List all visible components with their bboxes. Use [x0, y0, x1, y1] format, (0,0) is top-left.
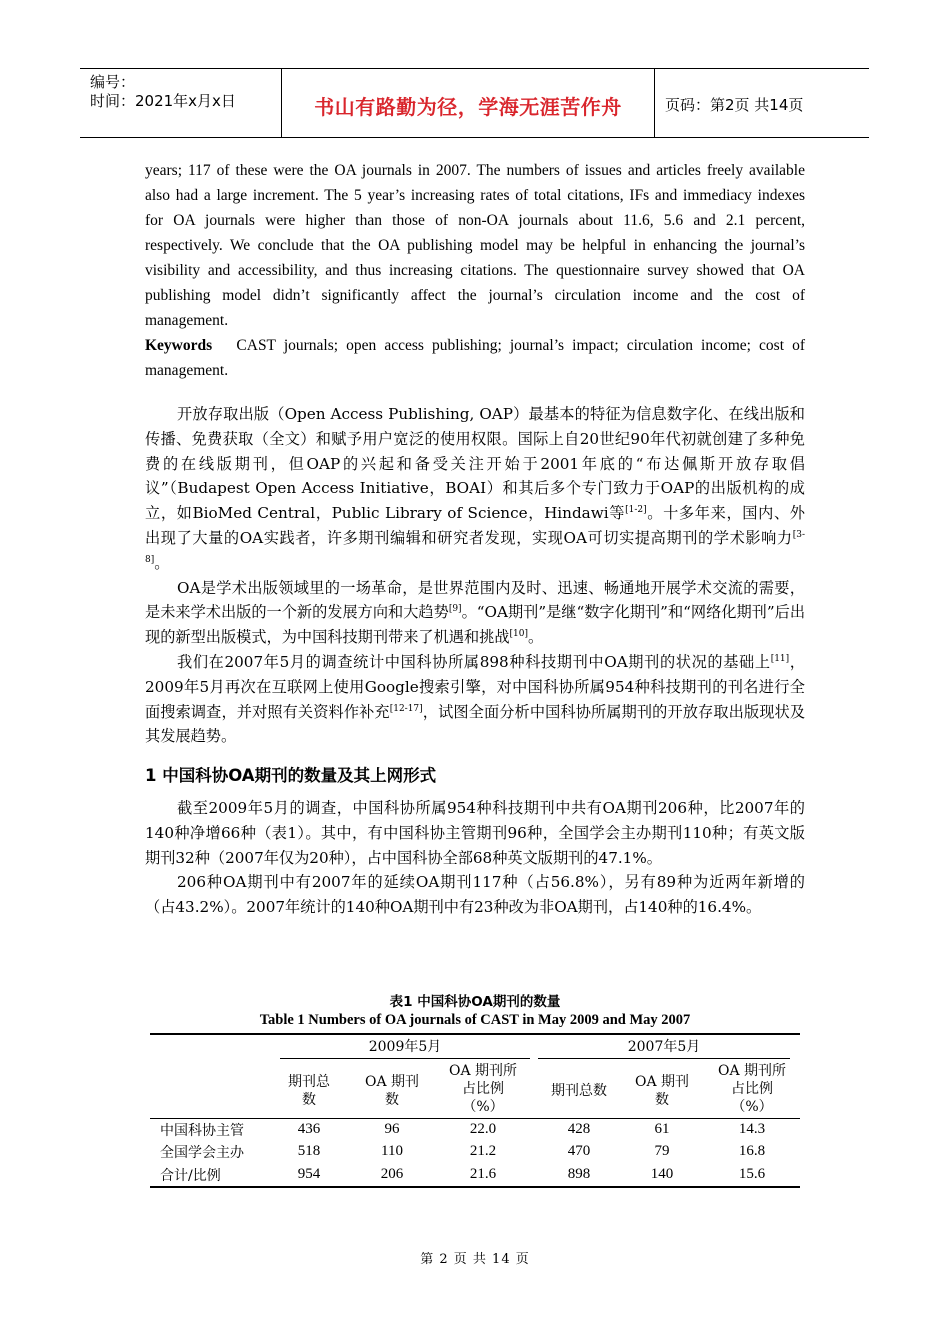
- body-paragraph: [145, 650, 805, 749]
- data-table: [150, 1033, 800, 1189]
- header-line: 期刊总: [288, 1074, 330, 1090]
- keywords-text: CAST journals; open access publishing; journal’s impact; circulation income; cost of: [236, 337, 806, 354]
- table-cell: 206: [380, 1166, 404, 1182]
- body-paragraph: [145, 402, 805, 576]
- page-header: [80, 68, 869, 138]
- table-cell: 22.0: [469, 1121, 497, 1137]
- table-cell: 61: [654, 1121, 670, 1137]
- abstract-line: years; 117 of these were the OA journals in 2007. The numbers of issues and articles freely available: [145, 162, 805, 179]
- header-meta: [80, 69, 282, 137]
- column-header-oa: [355, 1073, 429, 1109]
- paragraph-text: OA是学术出版领域里的一场革命，是世界范围内及时、迅速、畅通地开展学术交流的需要，是未来学术出版的一个新的发展方向和大趋势: [145, 578, 805, 622]
- header-line: 占比例: [731, 1081, 773, 1097]
- paragraph-text: 。“OA期刊”是继“数字化期刊”和“网络化期刊”后出现的新型出版模式，为中国科技期刊带来了机遇和挑战: [145, 603, 806, 647]
- table-cell: 110: [381, 1143, 403, 1159]
- body-paragraph: 截至2009年5月的调查，中国科协所属954种科技期刊中共有OA期刊206种，比2007年的140种净增66种（表1）。其中，有中国科协主管期刊96种，全国学会主办期刊110种；有英文版期刊32种（2007年仅为20种），占中国科协全部68种英文版期刊的47.1%。: [145, 799, 805, 867]
- column-header-total-2007: 期刊总数: [551, 1083, 607, 1099]
- header-line: OA 期刊所: [448, 1063, 518, 1079]
- header-page-cell: [655, 69, 869, 137]
- section-heading: 1 中国科协OA期刊的数量及其上网形式: [145, 766, 437, 785]
- header-line: （%）: [731, 1099, 773, 1115]
- header-line: OA 期刊: [364, 1074, 420, 1090]
- header-page-info: 页码：第2页 共14页: [665, 96, 804, 114]
- table-cell: 79: [654, 1143, 670, 1159]
- paragraph-text: ，试图全面分析中国科协所属期刊的开放存取出版现状及其发展趋势。: [145, 702, 806, 746]
- abstract-line: respectively. We conclude that the OA publishing model may be helpful in enhancing the journal’s: [145, 237, 805, 254]
- table-group-header: 2009年5月: [368, 1039, 442, 1055]
- paragraph-text: 。: [527, 628, 544, 647]
- column-header-total: [275, 1073, 343, 1109]
- header-line: 数: [655, 1092, 669, 1108]
- header-motto: 书山有路勤为径，学海无涯苦作舟: [314, 95, 622, 119]
- section-body: [145, 796, 805, 920]
- page-footer: 第 2 页 共 14 页: [420, 1252, 530, 1267]
- table-top-rule: [150, 1033, 800, 1035]
- table-row-label: 中国科协主管: [160, 1123, 244, 1139]
- table-cell: 428: [567, 1121, 591, 1137]
- paragraph-text: ，2009年5月再次在互联网上使用Google搜索引擎，对中国科协所属954种科技期刊的刊名进行全面搜索调查，并对照有关资料作补充: [145, 652, 805, 721]
- table-cell: 15.6: [738, 1166, 766, 1182]
- table-cell: 21.2: [469, 1143, 497, 1159]
- table-caption-en: Table 1 Numbers of OA journals of CAST in May 2009 and May 2007: [259, 1012, 691, 1028]
- keywords-line: [145, 333, 805, 358]
- table-header-rule: [150, 1118, 800, 1119]
- table-cell: 518: [297, 1143, 321, 1159]
- citation-ref: [10]: [509, 629, 528, 640]
- citation-ref: [12-17]: [389, 703, 423, 714]
- header-line: OA 期刊: [634, 1074, 690, 1090]
- citation-ref: [11]: [770, 653, 790, 664]
- paragraph-text: 开放存取出版（Open Access Publishing, OAP）最基本的特征为信息数字化、在线出版和传播、免费获取（全文）和赋予用户宽泛的使用权限。国际上自20世纪90年代初就创建了多种免费的在线版期刊，但OAP的兴起和备受关注开始于2001年底的“布达佩斯开放存取倡议”（Budapest Open Access Initiative，BOAI）和其后多个专门致力于OAP的出版机构的成立，如BioMed Central，Public Library of Science，Hindawi等: [145, 405, 805, 523]
- abstract-line: for OA journals were higher than those of non-OA journals about 11.6, 5.6 and 2.1 percent,: [145, 212, 805, 229]
- header-line: 数: [302, 1092, 316, 1108]
- table-group-header: 2007年5月: [627, 1039, 701, 1055]
- table-cell: 96: [384, 1121, 400, 1137]
- table-row-label: 全国学会主办: [160, 1145, 244, 1161]
- body-paragraph: 206种OA期刊中有2007年的延续OA期刊117种（占56.8%），另有89种为近两年新增的（占43.2%）。2007年统计的140种OA期刊中有23种改为非OA期刊，占140种的16.4%。: [145, 873, 805, 917]
- table-cell: 436: [297, 1121, 321, 1137]
- abstract-line: management.: [145, 312, 229, 329]
- column-header-ratio-2007: [707, 1062, 797, 1116]
- table-row-label: 合计/比例: [160, 1168, 221, 1184]
- paragraph-text: 。十多年来，国内、外出现了大量的OA实践者，许多期刊编辑和研究者发现，实现OA可切实提高期刊的学术影响力: [145, 504, 805, 547]
- table-cell: 16.8: [738, 1143, 766, 1159]
- paragraph-text: 我们在2007年5月的调查统计中国科协所属898种科技期刊中OA期刊的状况的基础上: [177, 652, 771, 671]
- paragraph-text: 。: [154, 553, 170, 572]
- group-underline: [280, 1058, 530, 1059]
- english-abstract: [145, 158, 805, 383]
- document-date-label: 时间：2021年x月x日: [90, 92, 236, 110]
- abstract-line: publishing model didn’t significantly affect the journal’s circulation income and the cost of: [145, 287, 805, 304]
- header-line: 占比例: [462, 1081, 504, 1097]
- table-cell: 14.3: [738, 1121, 766, 1137]
- header-motto-cell: [282, 69, 655, 137]
- table-cell: 140: [650, 1166, 674, 1182]
- table-cell: 470: [567, 1143, 591, 1159]
- table-bottom-rule: [150, 1186, 800, 1188]
- citation-ref: [1-2]: [625, 505, 647, 516]
- column-header-oa-2007: [625, 1073, 699, 1109]
- keywords-label: Keywords: [145, 337, 213, 354]
- column-header-ratio: [438, 1062, 528, 1116]
- header-line: （%）: [462, 1099, 504, 1115]
- citation-ref: [3-8]: [145, 529, 805, 565]
- abstract-line: visibility and accessibility, and thus increasing citations. The questionnaire survey showed that OA: [145, 262, 805, 279]
- table-cell: 954: [297, 1166, 321, 1182]
- table-cell: 898: [567, 1166, 591, 1182]
- document-number-label: 编号：: [90, 73, 136, 91]
- citation-ref: [9]: [448, 604, 462, 615]
- keywords-continuation: management.: [145, 362, 229, 379]
- header-line: OA 期刊所: [717, 1063, 787, 1079]
- abstract-line: also had a large increment. The 5 year’s increasing rates of total citations, IFs and immediacy indexes: [145, 187, 805, 204]
- header-line: 数: [385, 1092, 399, 1108]
- table-caption-zh: 表1 中国科协OA期刊的数量: [389, 994, 561, 1010]
- body-text: [145, 402, 805, 749]
- body-paragraph: [145, 576, 805, 650]
- group-underline: [538, 1058, 790, 1059]
- table-cell: 21.6: [469, 1166, 497, 1182]
